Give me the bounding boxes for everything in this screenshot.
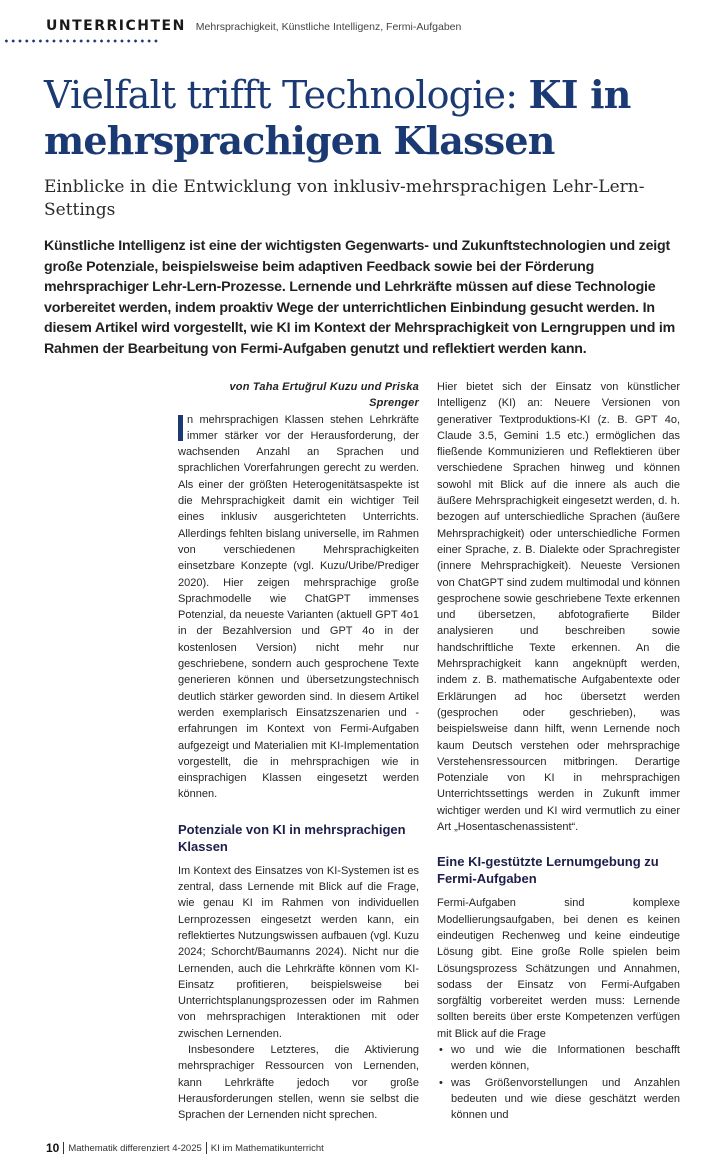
section-heading-lernumgebung: Eine KI-gestützte Lernumgebung zu Fermi-Aufgaben — [437, 854, 659, 887]
bullet-list — [437, 1042, 680, 1123]
page-header — [46, 18, 461, 34]
paragraph: Insbesondere Letzteres, die Aktivierung mehrsprachiger Ressourcen von Lernenden, kann Lehrkräfte jedoch vor große Herausforderungen stellen, wenn sie selbst die Sprachen der Lernenden nicht sprechen. — [178, 1043, 419, 1122]
journal-name: Mathematik differenziert 4-2025 — [68, 1142, 202, 1154]
section-heading-potenziale: Potenziale von KI in mehrsprachigen Klassen — [178, 821, 406, 854]
section-label: UNTERRICHTEN — [46, 18, 186, 34]
paragraph: Fermi-Aufgaben sind komplexe Modellierungsaufgaben, bei denen es keinen eindeutigen Rechenweg und keine eindeutige Lösung gibt. Eine große Rolle spielen beim Lösungsprozess Schätzungen und Annahmen, sodass der Einsatz von Fermi-Aufgaben sorgfältig vorbereitet werden muss: Lernende sollten bereits über erste Kompetenzen verfügen mit Blick auf die Frage — [437, 897, 680, 1040]
dotted-rule — [3, 39, 159, 43]
page-number: 10 — [46, 1141, 60, 1156]
footer-divider — [206, 1142, 207, 1154]
title-bold: KI in mehrsprachigen Klassen — [44, 72, 631, 163]
issue-topic: KI im Mathematikunterricht — [210, 1142, 324, 1154]
list-item: • was Größenvorstellungen und Anzahlen bedeuten und wie diese geschätzt werden können und — [451, 1075, 680, 1124]
paragraph: Hier bietet sich der Einsatz von künstlicher Intelligenz (KI) an: Neuere Versionen von generativer Textproduktions-KI (z. B. GPT 4o, Claude 3.5, Gemini 1.5 etc.) ermöglichen das fließende Kommunizieren und Reflektieren über verschiedene Sprachen hinweg und können sowohl mit Blick auf die innere als auch die äußere Mehrsprachigkeit eingesetzt werden, d. h. bezogen auf unterschiedliche Sprachen (äußere Mehrsprachigkeit) oder unterschiedliche Formen einer Sprache, z. B. Dialekte oder Sprachregister (innere Mehrsprachigkeit). Neueste Versionen von ChatGPT sind zudem multimodal und können gesprochene sowie geschriebene Texte erkennen und übersetzen, abfotografierte Bilder analysieren und beschreiben sowie handschriftliche Texte erkennen. An die Mehrsprachigkeit kann angeknüpft werden, indem z. B. mathematische Aufgabentexte oder Erklärungen ad hoc übersetzt werden (gesprochen oder geschrieben), was beispielsweise dann hilft, wenn Lernende noch kaum Deutsch verstehen oder mehrsprachige Verstehensressourcen mitbringen. Derartige Potenziale von KI in mehrsprachigen Unterrichtssettings werden in Zukunft immer wichtiger werden und KI wird vermutlich zu einer Art „Hosentaschenassistent“. — [437, 381, 680, 834]
left-column — [178, 379, 419, 1123]
list-item: • wo und wie die Informationen beschafft werden können, — [451, 1042, 680, 1075]
article-title — [44, 72, 694, 164]
intro-text: n mehrsprachigen Klassen stehen Lehrkräfte immer stärker vor der Herausforderung, der wachsenden Anzahl an Sprachen und sprachlichen Vorerfahrungen gerecht zu werden. Als einer der größten Heterogenitätsaspekte ist die Mehrsprachigkeit damit ein wichtiger Teil eines inklusiv ausgerichteten Unterrichts. Allerdings fehlten bislang universelle, im Rahmen von verschiedenen Mehrsprachigkeiten einsetzbare Konzepte (vgl. Kuzu/Uribe/Prediger 2020). Hier zeigen mehrsprachige große Sprachmodelle wie ChatGPT immenses Potenzial, da neueste Varianten (aktuell GPT 4o1 in der Bezahlversion und GPT 4o in der kostenlosen Version) nicht mehr nur geschriebene, sondern auch gesprochene Texte generieren können und übersetzungstechnisch deutlich stärker geworden sind. In diesem Artikel werden exemplarisch Einsatzszenarien und -erfahrungen im Kontext von Fermi-Aufgaben aufgezeigt und Materialien mit KI-Implementation vorgestellt, die in mehrsprachigen wie in einsprachigen Klassen eingesetzt werden können. — [178, 413, 419, 801]
title-regular: Vielfalt trifft Technologie: — [44, 73, 529, 117]
page-footer — [46, 1141, 686, 1155]
right-column — [437, 379, 680, 1123]
keywords: Mehrsprachigkeit, Künstliche Intelligenz, Fermi-Aufgaben — [195, 21, 462, 33]
page-header-area — [3, 18, 686, 48]
intro-paragraph — [178, 412, 419, 803]
footer-divider — [63, 1142, 64, 1154]
lead-paragraph: Künstliche Intelligenz ist eine der wichtigsten Gegenwarts- und Zukunftstechnologien und zeigt große Potenziale, beispielsweise beim adaptiven Feedback sowie bei der Förderung mehrsprachiger Lehr-Lern-Prozesse. Lernende und Lehrkräfte müssen auf diese Technologie vorbereitet werden, indem proaktiv Wege der unterrichtlichen Einbindung gesucht werden. In diesem Artikel wird vorgestellt, wie KI im Kontext der Mehrsprachigkeit von Lerngruppen und im Rahmen der Bearbeitung von Fermi-Aufgaben genutzt und reflektiert werden kann. — [44, 238, 676, 357]
dropcap-bar — [178, 415, 183, 441]
body-columns — [178, 379, 686, 1123]
article-subtitle: Einblicke in die Entwicklung von inklusiv-mehrsprachigen Lehr-Lern-Settings — [44, 177, 645, 220]
paragraph: Im Kontext des Einsatzes von KI-Systemen ist es zentral, dass Lernende mit Blick auf die Frage, wie genau KI im Rahmen von individuellen Lernprozessen eingesetzt werden kann, ein reflektiertes Nutzungswissen aufbauen (vgl. Kuzu 2024; Schorcht/Baumanns 2024). Nicht nur die Lernenden, auch die Lehrkräfte können vom KI-Einsatz profitieren, beispielsweise bei Unterrichtsplanungsprozessen oder im Rahmen von mehrsprachigen Interaktionen mit oder zwischen Lernenden. — [178, 864, 419, 1040]
byline: von Taha Ertuğrul Kuzu und Priska Sprenger — [229, 381, 419, 410]
